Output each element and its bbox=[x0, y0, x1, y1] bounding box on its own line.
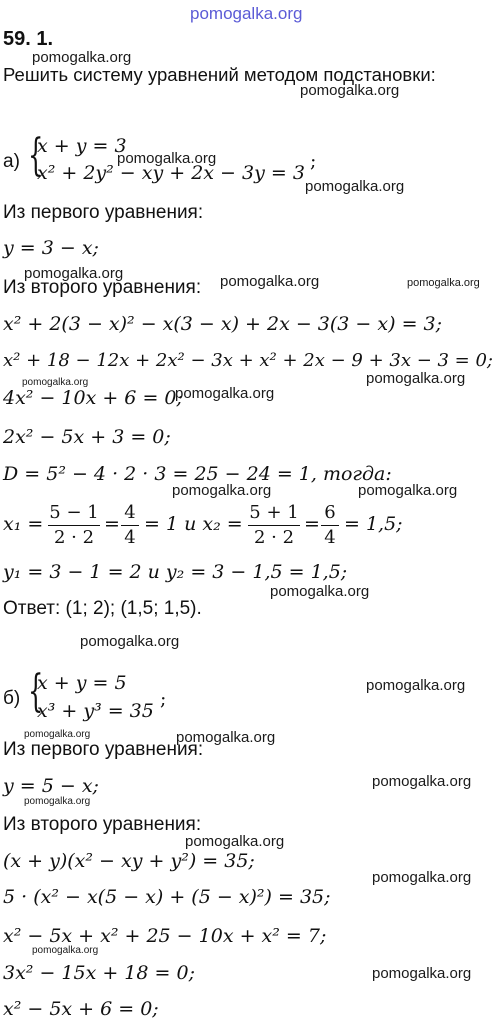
watermark: pomogalka.org bbox=[80, 633, 180, 650]
equation: x² − 5x + x² + 25 − 10x + x² = 7; bbox=[3, 925, 327, 947]
watermark: pomogalka.org bbox=[300, 82, 400, 99]
text-from-second: Из второго уравнения: bbox=[3, 814, 202, 835]
equation: y = 5 − x; bbox=[3, 775, 99, 797]
watermark: pomogalka.org bbox=[32, 49, 132, 66]
equals-sign: = bbox=[304, 513, 320, 535]
watermark: pomogalka.org bbox=[305, 178, 405, 195]
task-statement: Решить систему уравнений методом подстановки: bbox=[3, 64, 436, 85]
equation: 2x² − 5x + 3 = 0; bbox=[3, 426, 171, 448]
system-a-line1: x + y = 3 bbox=[37, 135, 127, 157]
discriminant: D = 5² − 4 · 2 · 3 = 25 − 24 = 1, тогда: bbox=[3, 463, 392, 485]
watermark: pomogalka.org bbox=[270, 583, 370, 600]
equation: 5 · (x² − x(5 − x) + (5 − x)²) = 35; bbox=[3, 886, 331, 908]
answer: Ответ: (1; 2); (1,5; 1,5). bbox=[3, 598, 202, 619]
watermark: pomogalka.org bbox=[185, 833, 285, 850]
watermark: pomogalka.org bbox=[372, 965, 472, 982]
fraction-bar bbox=[121, 525, 139, 526]
equation: 4x² − 10x + 6 = 0; bbox=[3, 387, 183, 409]
text-from-second: Из второго уравнения: bbox=[3, 277, 202, 298]
fraction-denominator: 2 · 2 bbox=[253, 527, 295, 548]
equation: x² + 18 − 12x + 2x² − 3x + x² + 2x − 9 + 3x − 3 = 0; bbox=[3, 350, 493, 371]
fraction-denominator: 4 bbox=[324, 527, 336, 548]
watermark: pomogalka.org bbox=[22, 377, 89, 388]
problem-number: 59. 1. bbox=[3, 28, 54, 50]
watermark: pomogalka.org bbox=[32, 945, 99, 956]
watermark: pomogalka.org bbox=[175, 385, 275, 402]
fraction-bar bbox=[321, 525, 339, 526]
fraction-denominator: 2 · 2 bbox=[53, 527, 95, 548]
watermark: pomogalka.org bbox=[372, 869, 472, 886]
fraction bbox=[48, 502, 100, 549]
x2-result: = 1,5; bbox=[344, 513, 403, 535]
system-b-end: ; bbox=[160, 688, 167, 710]
equation: x² − 5x + 6 = 0; bbox=[3, 998, 159, 1020]
fraction bbox=[248, 502, 300, 549]
system-b-line2: x³ + y³ = 35 bbox=[37, 700, 154, 722]
fraction-bar bbox=[248, 525, 300, 526]
fraction bbox=[321, 502, 339, 549]
part-a-label: а) bbox=[3, 151, 20, 172]
x1-label: x₁ = bbox=[3, 513, 44, 535]
equation: 3x² − 15x + 18 = 0; bbox=[3, 962, 195, 984]
watermark: pomogalka.org bbox=[176, 729, 276, 746]
watermark-top: pomogalka.org bbox=[190, 4, 303, 23]
watermark: pomogalka.org bbox=[366, 677, 466, 694]
system-brace-icon: { bbox=[28, 666, 44, 717]
part-b-label: б) bbox=[3, 688, 21, 709]
watermark: pomogalka.org bbox=[220, 273, 320, 290]
watermark: pomogalka.org bbox=[366, 370, 466, 387]
fraction-numerator: 6 bbox=[324, 502, 336, 523]
watermark: pomogalka.org bbox=[358, 482, 458, 499]
equation: x² + 2(3 − x)² − x(3 − x) + 2x − 3(3 − x) = 3; bbox=[3, 313, 443, 335]
equation: (x + y)(x² − xy + y²) = 35; bbox=[3, 850, 255, 872]
watermark: pomogalka.org bbox=[24, 729, 91, 740]
fraction-numerator: 5 + 1 bbox=[249, 502, 299, 523]
system-a-end: ; bbox=[310, 150, 317, 172]
fraction bbox=[121, 502, 139, 549]
fraction-denominator: 4 bbox=[124, 527, 136, 548]
x1-result: = 1 и x₂ = bbox=[144, 513, 243, 535]
fraction-bar bbox=[48, 525, 100, 526]
system-brace-icon: { bbox=[28, 130, 44, 181]
watermark: pomogalka.org bbox=[172, 482, 272, 499]
watermark: pomogalka.org bbox=[117, 150, 217, 167]
equation: y = 3 − x; bbox=[3, 237, 99, 259]
equals-sign: = bbox=[104, 513, 120, 535]
watermark: pomogalka.org bbox=[372, 773, 472, 790]
y-values: y₁ = 3 − 1 = 2 и y₂ = 3 − 1,5 = 1,5; bbox=[3, 561, 348, 583]
system-a-line2: x² + 2y² − xy + 2x − 3y = 3 bbox=[37, 162, 305, 184]
watermark: pomogalka.org bbox=[24, 265, 124, 282]
text-from-first: Из первого уравнения: bbox=[3, 202, 204, 223]
watermark: pomogalka.org bbox=[24, 796, 91, 807]
text-from-first: Из первого уравнения: bbox=[3, 739, 204, 760]
fraction-numerator: 4 bbox=[124, 502, 136, 523]
system-b-line1: x + y = 5 bbox=[37, 672, 127, 694]
watermark: pomogalka.org bbox=[407, 277, 480, 289]
fraction-numerator: 5 − 1 bbox=[49, 502, 99, 523]
